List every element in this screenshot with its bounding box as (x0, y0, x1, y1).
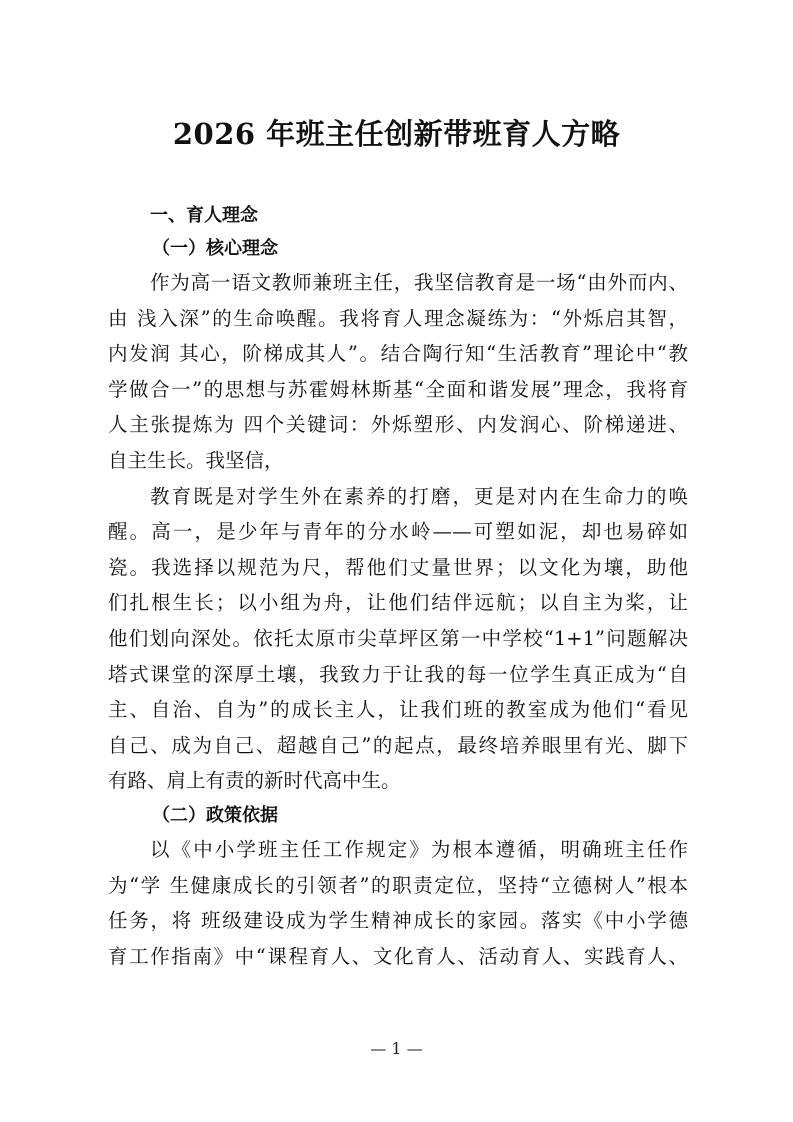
text-line: 主、自治、自为”的成长主人，让我们班的教室成为他们“看见 (108, 698, 688, 722)
subsection-heading-core-concept: （一）核心理念 (152, 238, 278, 259)
text-line: 们扎根生长；以小组为舟，让他们结伴远航；以自主为桨，让 (108, 591, 688, 615)
text-line: 塔式课堂的深厚土壤，我致力于让我的每一位学生真正成为“自 (108, 662, 688, 686)
subsection-heading-policy-basis: （二）政策依据 (152, 804, 278, 826)
text-line: 以《中小学班主任工作规定》为根本遵循，明确班主任作 (150, 837, 688, 861)
paragraph-core-concept-1 (108, 265, 688, 479)
text-line: 有路、肩上有责的新时代高中生。 (108, 769, 401, 793)
text-line: 教育既是对学生外在素养的打磨，更是对内在生命力的唤 (150, 484, 688, 508)
text-line: 醒。高一，是少年与青年的分水岭——可塑如泥，却也易碎如 (108, 520, 688, 544)
text-line: 内发润 其心，阶梯成其人”。结合陶行知“生活教育”理论中“教 (108, 342, 688, 366)
text-line: 瓷。我选择以规范为尺，帮他们丈量世界；以文化为壤，助他 (108, 555, 688, 579)
paragraph-core-concept-2 (108, 479, 688, 799)
text-line: 由 浅入深”的生命唤醒。我将育人理念凝练为：“外烁启其智， (108, 306, 688, 330)
document-title: 2026 年班主任创新带班育人方略 (172, 117, 621, 151)
text-line: 作为高一语文教师兼班主任，我坚信教育是一场“由外而内、 (150, 271, 688, 294)
text-line: 自己、成为自己、超越自己”的起点，最终培养眼里有光、脚下 (108, 733, 688, 757)
text-line: 自主生长。我坚信， (108, 448, 284, 472)
document-body (108, 200, 688, 974)
paragraph-policy-basis-1 (108, 832, 688, 974)
text-line: 育工作指南》中“课程育人、文化育人、活动育人、实践育人、 (108, 944, 688, 968)
text-line: 学做合一”的思想与苏霍姆林斯基“全面和谐发展”理念，我将育 (108, 377, 688, 401)
text-line: 任务，将 班级建设成为学生精神成长的家园。落实《中小学德 (108, 909, 688, 933)
text-line: 为“学 生健康成长的引领者”的职责定位，坚持“立德树人”根本 (108, 873, 688, 897)
page-number: — 1 — (370, 1039, 423, 1058)
section-heading-1: 一、育人理念 (150, 205, 258, 226)
text-line: 他们划向深处。依托太原市尖草坪区第一中学校“1+1”问题解决 (108, 626, 688, 650)
text-line: 人主张提炼为 四个关键词：外烁塑形、内发润心、阶梯递进、 (108, 413, 688, 437)
